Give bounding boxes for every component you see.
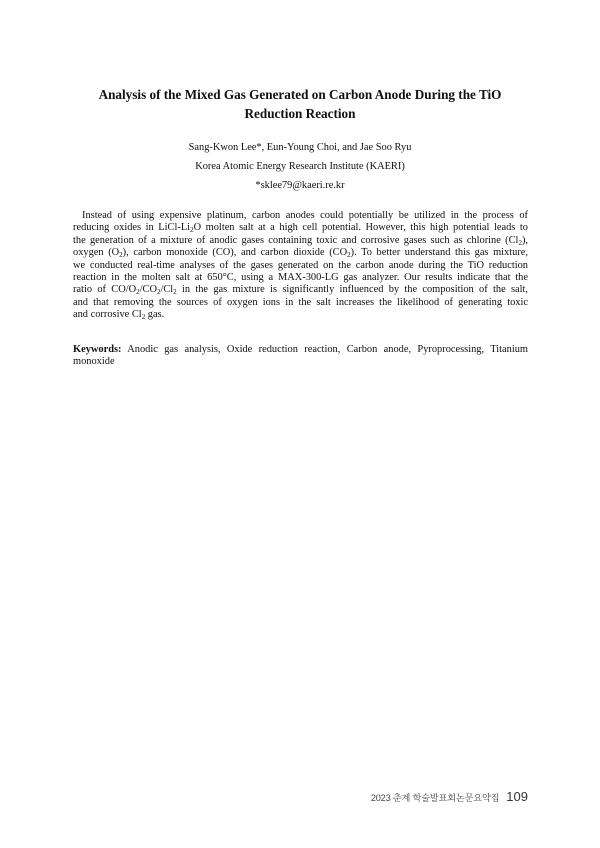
- keywords-section: [73, 344, 528, 369]
- page-footer: [371, 789, 528, 804]
- abstract-line: reducing oxides in LiCl-$Li_2O$ molten salt at a high cell potential. However, this high potential leads to: [73, 222, 528, 235]
- abstract-line: and that removing the sources of oxygen ions in the salt increases the likelihood of generating toxic: [73, 296, 528, 308]
- keywords-text: Anodic gas analysis, Oxide reduction reaction, Carbon anode, Pyroprocessing, Titanium: [121, 344, 528, 355]
- abstract-line: Instead of using expensive platinum, carbon anodes could potentially be utilized in the process of: [82, 210, 528, 221]
- keywords-line: [73, 356, 528, 368]
- abstract-line: and corrosive $Cl_2$ gas.: [73, 309, 165, 322]
- abstract-line: ratio of $CO/O_2/CO_2/Cl_2$ in the gas mixture is significantly influenced by the composition of the salt,: [73, 284, 529, 297]
- paper-title: [80, 85, 520, 123]
- abstract-line: oxygen $(O_2)$, carbon monoxide (CO), and carbon dioxide $(CO_2)$. To better understand this gas mixture,: [73, 247, 529, 260]
- page-number: 109: [506, 789, 528, 804]
- paper-title-line-1: Analysis of the Mixed Gas Generated on Carbon Anode During the TiO: [98, 87, 502, 102]
- keywords-line: [73, 344, 528, 356]
- abstract-paragraph: [73, 210, 528, 322]
- abstract-line: the generation of a mixture of anodic gases containing toxic and corrosive gases such as chlorine $(Cl_2)$,: [73, 234, 528, 247]
- abstract-line: we conducted real-time analyses of the gases generated on the carbon anode during the TiO reduction: [73, 259, 528, 271]
- author-list: Sang-Kwon Lee*, Eun-Young Choi, and Jae Soo Ryu: [188, 142, 412, 153]
- keywords-text: monoxide: [73, 356, 115, 368]
- proceedings-title: 2023 춘계 학술발표회논문요약집: [370, 793, 500, 803]
- keywords-label: Keywords:: [73, 344, 122, 355]
- abstract-line: reaction in the molten salt at 650°C, using a MAX-300-LG gas analyzer. Our results indicate that the: [73, 272, 528, 284]
- affiliation: Korea Atomic Energy Research Institute (KAERI): [195, 161, 405, 172]
- corresponding-email: *sklee79@kaeri.re.kr: [255, 180, 345, 191]
- paper-title-line-2: Reduction Reaction: [244, 106, 356, 121]
